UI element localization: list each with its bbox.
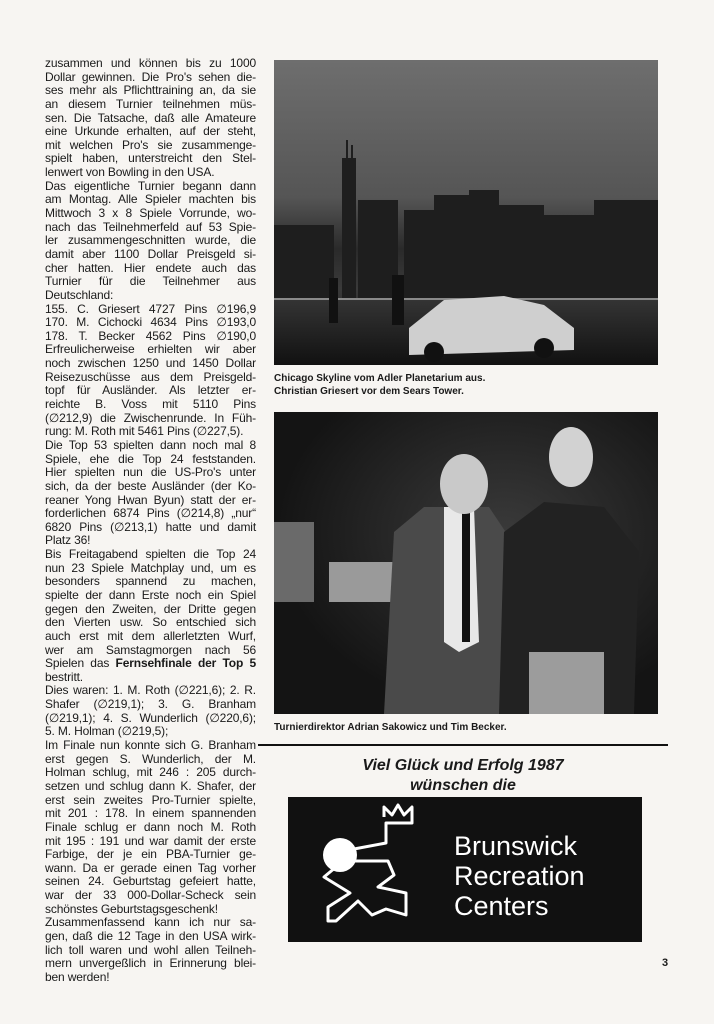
- line-text: wer am Samstagmorgen nach 56: [45, 642, 256, 657]
- article-line: [45, 753, 256, 767]
- line-text: 155. C. Griesert 4727 Pins ∅196,9: [45, 301, 256, 316]
- bold-text: Fernsehfinale der Top 5: [115, 656, 257, 671]
- brunswick-logo-ad: [288, 797, 642, 942]
- article-line: [45, 289, 256, 303]
- line-text: ler zusammengeschnitten wurde, die: [45, 233, 256, 248]
- article-line: [45, 371, 256, 385]
- line-text: seinen 24. Geburtstag gefeiert hatte,: [45, 874, 256, 889]
- article-line: [45, 725, 256, 739]
- article-line: [45, 57, 256, 71]
- line-text: cher hatten. Hier endete auch das: [45, 260, 256, 275]
- line-text: sich, da der beste Ausländer (der Ko-: [45, 478, 256, 493]
- line-text: spielte der dann Erste noch ein Spiel: [45, 587, 256, 602]
- line-text: reichte B. Voss mit 5110 Pins: [45, 397, 256, 412]
- line-text: wann. Da er gerade einen Tag vorher: [45, 860, 256, 875]
- line-text: Die Top 53 spielten dann noch mal 8: [45, 437, 256, 452]
- article-line: [45, 821, 256, 835]
- line-text: 5. M. Holman (∅219,5);: [45, 724, 169, 739]
- article-line: [45, 930, 256, 944]
- article-line: [45, 112, 256, 126]
- line-text: Spiele, ehe die Top 24 feststanden.: [45, 451, 256, 466]
- line-text: bestritt.: [45, 669, 83, 684]
- line-text: Platz 36!: [45, 533, 91, 548]
- photo2-caption: Turnierdirektor Adrian Sakowicz und Tim Becker.: [274, 722, 507, 733]
- article-line: [45, 889, 256, 903]
- people-illustration: [274, 412, 658, 714]
- article-line: [45, 521, 256, 535]
- article-line: [45, 562, 256, 576]
- article-line: [45, 875, 256, 889]
- line-text: forderlichen 6874 Pins (∅214,8) „nur“: [45, 506, 256, 521]
- article-line: [45, 548, 256, 562]
- line-text: am Montag. Alle Spieler machten bis: [45, 192, 256, 207]
- divider-rule: [258, 744, 668, 746]
- line-text: Bis Freitagabend spielten die Top 24: [45, 547, 256, 562]
- article-line: [45, 357, 256, 371]
- article-line: [45, 671, 256, 685]
- line-text: erst sein zweites Pro-Turnier spielte,: [45, 792, 256, 807]
- article-line: [45, 507, 256, 521]
- article-line: [45, 234, 256, 248]
- article-line: [45, 480, 256, 494]
- caption-line: Christian Griesert vor dem Sears Tower.: [274, 386, 464, 397]
- line-text: Erfreulicherweise erhielten wir aber: [45, 342, 256, 357]
- article-line: [45, 644, 256, 658]
- line-text: Dies waren: 1. M. Roth (∅221,6); 2. R.: [45, 683, 256, 698]
- article-line: [45, 944, 256, 958]
- line-text: sen. Die Tatsache, daß alle Amateure: [45, 110, 256, 125]
- line-text: auch erst mit dem allerletzten Wurf,: [45, 628, 256, 643]
- line-text: besonders spannend zu machen,: [45, 574, 256, 589]
- article-line: [45, 957, 256, 971]
- line-text: damit aber 1100 Dollar Preisgeld si-: [45, 246, 256, 261]
- line-text: Im Finale nun konnte sich G. Branham: [45, 738, 256, 753]
- article-line: [45, 248, 256, 262]
- article-line: [45, 971, 256, 985]
- article-line: [45, 316, 256, 330]
- article-line: [45, 684, 256, 698]
- article-line: [45, 384, 256, 398]
- article-line: [45, 534, 256, 548]
- line-text: 178. T. Becker 4562 Pins ∅190,0: [45, 328, 256, 343]
- line-text: lenwert von Bowling in den USA.: [45, 165, 215, 180]
- line-text: Shafer (∅219,1); 3. G. Branham: [45, 697, 256, 712]
- line-text: nun 23 Spiele Matchplay und, um es: [45, 560, 256, 575]
- article-line: [45, 616, 256, 630]
- line-text: mit 195 : 191 und war damit der erste: [45, 833, 256, 848]
- line-text: Finale schlug er dann noch M. Roth: [45, 819, 256, 834]
- article-text-column: [45, 57, 256, 985]
- photo1-caption: [274, 372, 485, 398]
- article-line: [45, 125, 256, 139]
- line-text: Reisezuschüsse aus dem Preisgeld-: [45, 369, 256, 384]
- line-text: mit 201 : 178. In einem spannenden: [45, 806, 256, 821]
- logo-wordmark: [454, 831, 585, 921]
- line-text: mit welchen Pro's sie zusammenge-: [45, 137, 256, 152]
- article-line: [45, 221, 256, 235]
- line-text: mern unvergeßlich in Erinnerung blei-: [45, 956, 256, 971]
- article-line: [45, 303, 256, 317]
- article-line: [45, 71, 256, 85]
- line-text: reaner Yong Hwan Byun) statt der er-: [45, 492, 256, 507]
- article-line: [45, 698, 256, 712]
- line-text: erst gegen S. Wunderlich, der M.: [45, 751, 256, 766]
- photo-sakowicz-becker: [274, 412, 658, 714]
- skyline-illustration: [274, 60, 658, 365]
- article-line: [45, 494, 256, 508]
- article-line: [45, 139, 256, 153]
- logo-line: Centers: [454, 891, 549, 921]
- line-text: rung: M. Roth mit 5461 Pins (∅227,5).: [45, 424, 244, 439]
- line-text: war der 33 000-Dollar-Scheck sein: [45, 888, 256, 903]
- line-text: Zusammenfassend kann ich nur sa-: [45, 915, 256, 930]
- caption-line: Chicago Skyline vom Adler Planetarium aus.: [274, 373, 486, 384]
- line-text: gen, daß die 12 Tage in den USA wirk-: [45, 929, 256, 943]
- article-line: [45, 84, 256, 98]
- line-text: eine Urkunde erhalten, auf der steht,: [45, 124, 256, 139]
- line-text: 170. M. Cichocki 4634 Pins ∅193,0: [45, 315, 256, 330]
- line-text: den Vierten usw. So entschied sich: [45, 615, 256, 630]
- line-text: Dollar gewinnen. Die Pro's sehen die-: [45, 69, 256, 84]
- article-line: [45, 916, 256, 930]
- logo-line: Recreation: [454, 861, 585, 891]
- article-line: [45, 98, 256, 112]
- line-text: setzen und schlug dann K. Shafer, der: [45, 778, 256, 793]
- article-line: [45, 453, 256, 467]
- line-text: Deutschland:: [45, 287, 114, 302]
- brunswick-lion-crown-icon: [288, 797, 448, 942]
- logo-line: Brunswick: [454, 831, 578, 861]
- line-text: topf für Ausländer. Als letzter er-: [45, 383, 256, 398]
- article-line: [45, 630, 256, 644]
- article-line: [45, 152, 256, 166]
- article-line: [45, 589, 256, 603]
- line-text: ses mehr als Pflichttraining an, da sie: [45, 83, 256, 98]
- line-text: Mittwoch 3 x 8 Spiele Vorrunde, wo-: [45, 206, 256, 221]
- line-text: Spielen das: [45, 656, 116, 671]
- article-line: [45, 712, 256, 726]
- article-line: [45, 848, 256, 862]
- article-line: [45, 412, 256, 426]
- article-line: [45, 425, 256, 439]
- line-text: Holman schlug, mit 246 : 205 durch-: [45, 765, 256, 780]
- article-line: [45, 439, 256, 453]
- line-text: (∅219,1); 4. S. Wunderlich (∅220,6);: [45, 710, 256, 725]
- photo-chicago-skyline: [274, 60, 658, 365]
- article-line: [45, 807, 256, 821]
- ad-subheadline: wünschen die: [410, 777, 516, 794]
- line-text: spielt haben, unterstreicht den Stel-: [45, 151, 256, 166]
- article-line: [45, 739, 256, 753]
- article-line: [45, 262, 256, 276]
- article-line: [45, 180, 256, 194]
- article-line: [45, 766, 256, 780]
- article-line: [45, 398, 256, 412]
- article-line: [45, 575, 256, 589]
- line-text: lich toll waren und wohl allen Teilneh-: [45, 942, 256, 957]
- article-line: [45, 903, 256, 917]
- line-text: nach das Teilnehmerfeld auf 53 Spie-: [45, 219, 256, 234]
- line-text: schönstes Geburtstagsgeschenk!: [45, 901, 218, 916]
- article-line: [45, 207, 256, 221]
- article-line: [45, 193, 256, 207]
- article-line: [45, 862, 256, 876]
- ad-headline: Viel Glück und Erfolg 1987: [362, 757, 564, 774]
- line-text: (∅212,9) die Zwischenrunde. In Füh-: [45, 410, 256, 425]
- article-line: [45, 603, 256, 617]
- article-line: [45, 794, 256, 808]
- article-line: [45, 466, 256, 480]
- article-line: [45, 330, 256, 344]
- line-text: 6820 Pins (∅213,1) hatte und damit: [45, 519, 256, 534]
- line-text: Das eigentliche Turnier begann dann: [45, 178, 256, 193]
- line-text: Hier spielten nun die US-Pro's unter: [45, 465, 256, 480]
- line-text: noch zwischen 1250 und 1450 Dollar: [45, 356, 256, 371]
- article-line: [45, 275, 256, 289]
- line-text: ben werden!: [45, 969, 110, 984]
- page-number: 3: [662, 957, 669, 969]
- article-line: [45, 343, 256, 357]
- article-line: [45, 780, 256, 794]
- line-text: Turnier für die Teilnehmer aus: [45, 274, 256, 289]
- line-text: zusammen und können bis zu 1000: [45, 56, 256, 70]
- line-text: gegen den Zweiten, der Dritte gegen: [45, 601, 256, 616]
- article-line: [45, 835, 256, 849]
- article-line: [45, 166, 256, 180]
- line-text: an diesem Turnier teilnehmen müs-: [45, 96, 256, 111]
- article-line: [45, 657, 256, 671]
- line-text: Farbige, der je ein PBA-Turnier ge-: [45, 847, 256, 862]
